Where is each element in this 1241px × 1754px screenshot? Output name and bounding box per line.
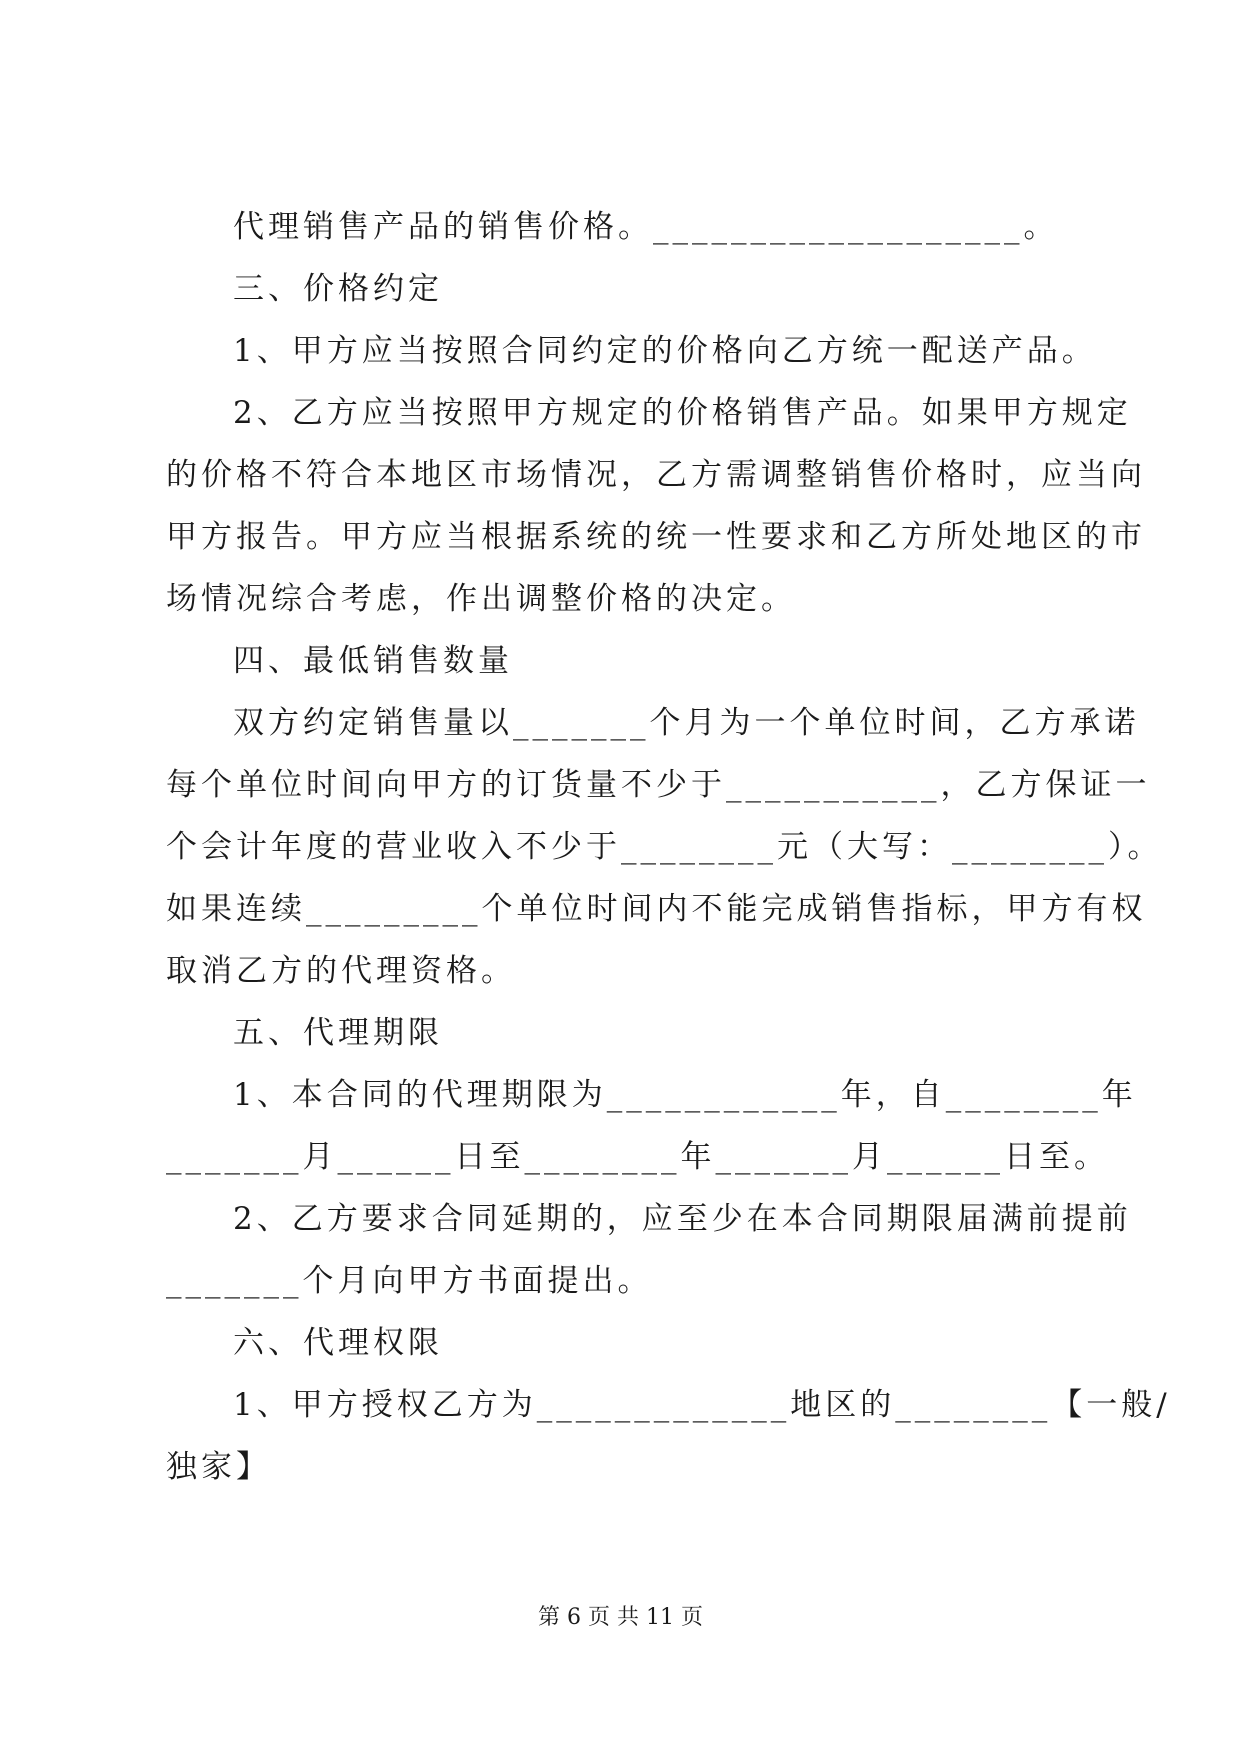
- text-line: 双方约定销售量以_______个月为一个单位时间，乙方承诺: [233, 705, 1140, 741]
- text-line: 个会计年度的营业收入不少于________元（大写：________）。: [166, 829, 1163, 865]
- section-heading-min-sales: 四、最低销售数量: [233, 643, 513, 679]
- text-line: 如果连续_________个单位时间内不能完成销售指标，甲方有权: [166, 891, 1147, 927]
- text-line: 2、乙方要求合同延期的，应至少在本合同期限届满前提前: [233, 1201, 1132, 1237]
- text-line: 1、甲方授权乙方为_____________地区的________【一般/: [233, 1387, 1171, 1423]
- text-line: _______个月向甲方书面提出。: [166, 1263, 653, 1299]
- text-line: 每个单位时间向甲方的订货量不少于___________，乙方保证一: [166, 767, 1151, 803]
- text-line: 1、本合同的代理期限为____________年，自________年: [233, 1077, 1137, 1113]
- text-line: 的价格不符合本地区市场情况，乙方需调整销售价格时，应当向: [166, 457, 1146, 493]
- page-number-footer: 第 6 页 共 11 页: [538, 1605, 703, 1630]
- section-heading-price: 三、价格约定: [233, 271, 443, 307]
- section-heading-term: 五、代理期限: [233, 1015, 443, 1051]
- text-line: 2、乙方应当按照甲方规定的价格销售产品。如果甲方规定: [233, 395, 1132, 431]
- text-line: 独家】: [166, 1449, 271, 1485]
- text-line: _______月______日至________年_______月______日至。: [166, 1139, 1109, 1175]
- contract-body: [166, 196, 1171, 1498]
- section-heading-authority: 六、代理权限: [233, 1325, 443, 1361]
- text-line: 取消乙方的代理资格。: [166, 953, 516, 989]
- text-line: 场情况综合考虑，作出调整价格的决定。: [166, 581, 796, 617]
- text-line: 甲方报告。甲方应当根据系统的统一性要求和乙方所处地区的市: [166, 519, 1146, 555]
- text-line: 1、甲方应当按照合同约定的价格向乙方统一配送产品。: [233, 333, 1097, 369]
- text-line: 代理销售产品的销售价格。___________________。: [233, 209, 1059, 245]
